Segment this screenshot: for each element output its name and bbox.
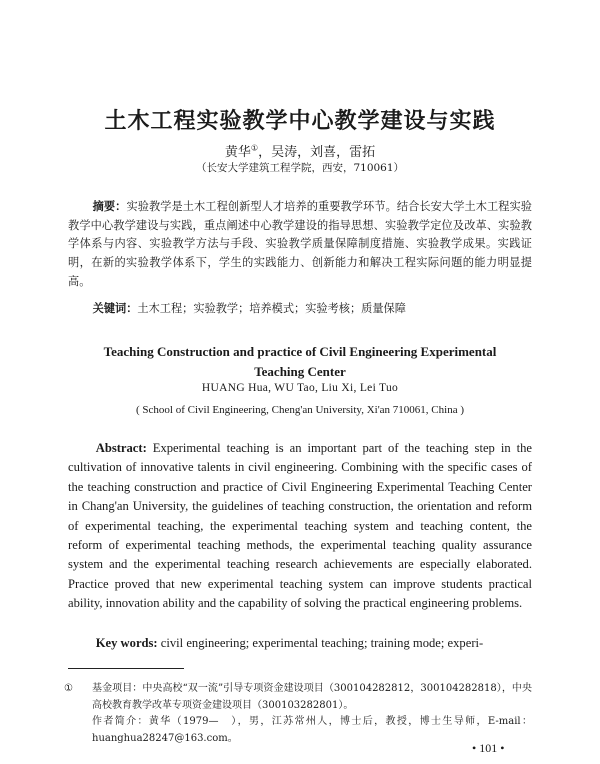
footnote xyxy=(64,681,532,747)
english-keywords-label: Key words: xyxy=(95,636,158,650)
chinese-title: 土木工程实验教学中心教学建设与实践 xyxy=(104,108,496,134)
footnote-reference: ① xyxy=(250,143,259,153)
english-affiliation: ( School of Civil Engineering, Cheng'an University, Xi'an 710061, China ) xyxy=(135,404,464,416)
chinese-keywords xyxy=(68,300,532,316)
footnote-author-intro: 作者简介：黄华（1979— ），男，江苏常州人，博士后，教授，博士生导师，E-mail：huanghua28247@163.com。 xyxy=(92,716,532,744)
footnote-mark: ① xyxy=(64,683,73,694)
chinese-abstract-text: 实验教学是土木工程创新型人才培养的重要教学环节。结合长安大学土木工程实验教学中心教学建设与实践，重点阐述中心教学建设的指导思想、实验教学定位及改革、实验教学体系与内容、实验教学方法与手段、实验教学质量保障制度措施、实验教学成果。实践证明，在新的实验教学体系下，学生的实践能力、创新能力和解决工程实际问题的能力明显提高。 xyxy=(68,200,532,288)
chinese-abstract xyxy=(68,197,532,292)
first-author: 黄华 xyxy=(224,145,251,160)
english-authors: HUANG Hua, WU Tao, Liu Xi, Lei Tuo xyxy=(201,382,399,394)
footnote-divider xyxy=(68,668,184,669)
english-abstract-text: Experimental teaching is an important part of the teaching step in the cultivation of innovative talents in civil engineering. Combining with the specific cases of the teaching construction and practice of Civil Engineering Experimental Teaching Center in Chang'an University, the guidelines of teaching construction, the orientation and reform of experimental teaching, the experimental teaching system and teaching content, the reform of experimental teaching methods, the experimental teaching quality assurance system and the experimental teaching research achievements are especially elaborated. Practice proved that new experimental teaching system can improve students practical ability, innovation ability and the capability of solving the practical engineering problems. xyxy=(68,441,532,611)
footnote-fund: 基金项目：中央高校“双一流”引导专项资金建设项目（300104282812，300104282818），中央高校教育教学改革专项资金建设项目（300103282801）。 xyxy=(92,683,532,711)
chinese-keywords-label: 关键词： xyxy=(92,301,138,315)
co-authors: ，吴涛，刘喜，雷拓 xyxy=(258,145,376,160)
chinese-authors xyxy=(0,141,600,160)
chinese-keywords-text: 土木工程；实验教学；培养模式；实验考核；质量保障 xyxy=(137,302,406,315)
english-title-line-1: Teaching Construction and practice of Civil Engineering Experimental xyxy=(103,344,497,359)
page-number: • 101 • xyxy=(472,741,505,755)
english-title xyxy=(0,342,600,382)
english-keywords xyxy=(68,636,532,651)
english-keywords-text: civil engineering; experimental teaching; training mode; experi- xyxy=(157,636,484,650)
chinese-abstract-label: 摘要： xyxy=(92,199,127,213)
english-abstract xyxy=(68,439,532,614)
english-abstract-label: Abstract: xyxy=(95,441,147,455)
english-title-line-2: Teaching Center xyxy=(254,364,346,379)
chinese-affiliation: （长安大学建筑工程学院，西安，710061） xyxy=(195,162,405,174)
